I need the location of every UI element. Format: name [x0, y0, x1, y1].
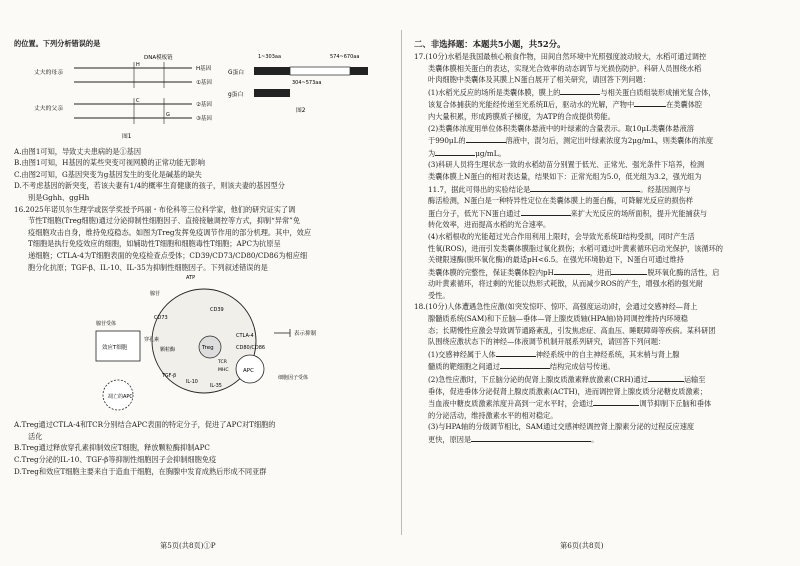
- ctla4-label: CTLA-4: [236, 333, 254, 340]
- q17-line: 受性。: [428, 290, 450, 300]
- gene-h-label: H基因: [196, 65, 212, 72]
- cd39-label: CD39: [210, 307, 224, 314]
- q18-line-blank: [414, 348, 790, 361]
- q16-line: 胞分化抗原；TGF-β、IL-10、IL-35为抑制性细胞因子。下列叙述错误的是: [28, 262, 268, 272]
- answer-blank[interactable]: [466, 134, 506, 143]
- q17-text: μg/mL。: [475, 148, 506, 158]
- q17-text: (1)水稻光反应的场所是类囊体膜，膜上的: [428, 87, 561, 97]
- q15-option-c: C.由图2可知，G基因突变为g基因发生的变化是碱基的缺失: [14, 169, 202, 179]
- q17-line-blank: [414, 86, 790, 99]
- q17-line-blank: [414, 266, 790, 279]
- mark-h: H: [136, 61, 140, 68]
- atp-label: ATP: [186, 275, 196, 282]
- q17-line: 叶肉细胞中类囊体及其膜上N蛋白展开了相关研究，请回答下列问题：: [428, 75, 650, 85]
- figure-1-svg: [14, 50, 390, 146]
- fig1-caption: 图1: [122, 133, 132, 140]
- q17-text: ，进而: [589, 267, 612, 277]
- answer-blank[interactable]: [496, 348, 536, 357]
- answer-blank[interactable]: [611, 266, 647, 275]
- answer-blank[interactable]: [560, 86, 600, 95]
- range-1: 1~303aa: [258, 53, 282, 60]
- g-protein-bar-c: [350, 67, 368, 75]
- mark-g: G: [166, 111, 170, 118]
- q17-text: 为: [428, 148, 436, 158]
- q17-line: 动叶黄素循环，将过剩的光能以热形式耗散，从而减少ROS的产生，增强水稻的强光耐: [428, 279, 703, 289]
- q16-option-a-cont: 活化: [28, 431, 43, 441]
- q17-line-blank: [414, 207, 790, 220]
- q17-text: 在类囊体腔: [666, 100, 703, 110]
- g-protein-label: G蛋白: [228, 69, 245, 76]
- q17-line: (3)科研人员将生理状态一致的水稻幼苗分别置于低光、正常光、强光条件下培养，检测: [428, 160, 705, 170]
- effector-t-label: 效应T细胞: [102, 345, 128, 352]
- q17-text: 。经基因测序与: [640, 184, 691, 194]
- q16-line: 递细胞；CTLA-4为T细胞表面的免疫检查点受体；CD39/CD73/CD80/CD86为相应细: [28, 250, 308, 260]
- adenosine-label: 腺苷: [150, 291, 161, 298]
- q18-text: 调节抑制下丘脑和垂体: [639, 399, 712, 409]
- fig2-caption: 图2: [296, 107, 306, 114]
- q18-line-blank: [414, 397, 790, 410]
- q18-line: 腺髓质系统(SAM)和下丘脑—垂体—肾上腺皮质轴(HPA轴)协同调控维持内环境稳: [428, 314, 688, 324]
- q18-text: 神经系统中的自主神经系统，其末梢与肾上腺: [535, 349, 680, 359]
- q17-line: (2)类囊体浓度用单位体积类囊体悬液中的叶绿素的含量表示。取10μL类囊体悬液溶: [428, 123, 694, 133]
- page-footer-right: 第6页(共8页): [560, 541, 604, 550]
- q16-option-b: B.Treg通过释放穿孔素抑制效应T细胞，释放颗粒酶抑制APC: [14, 443, 210, 453]
- q18-text: 当血液中糖皮质激素浓度升高到一定水平时，会通过: [428, 399, 594, 409]
- q18-text: (2)急性应激时，下丘脑分泌的促肾上腺皮质激素释放激素(CRH)通过: [428, 375, 648, 385]
- gene-2-label: ②基因: [196, 101, 212, 108]
- q17-line: 性氧(ROS)，进而引发类囊体膜脂过氧化损伤；水稻可通过叶黄素循环启动光保护，该循环的: [428, 243, 723, 253]
- gene-1-label: ①基因: [196, 79, 212, 86]
- figure-treg: [14, 273, 390, 419]
- q18-text: 更快，原因是: [428, 435, 472, 444]
- q16-line: 16.2025年诺贝尔生理学或医学奖授予玛丽・布伦科等三位科学家，他们的研究证实了调: [14, 204, 296, 214]
- q17-text: 蛋白分子，低光下N蛋白通过: [428, 208, 521, 218]
- q17-line: 内大量积累，形成跨膜质子梯度，为ATP的合成提供势能。: [428, 111, 615, 121]
- q18-line: 队围绕应激状态下的神经—体液调节机制开展系列研究，请回答下列问题：: [428, 337, 666, 347]
- q18-text: 运输至: [683, 375, 706, 385]
- gene-3-label: ③基因: [196, 115, 212, 122]
- answer-blank[interactable]: [530, 183, 640, 192]
- treg-diagram-svg: [14, 273, 390, 419]
- q16-line: 节性T细胞(Treg细胞)通过分泌抑制性细胞因子、直接接触调控等方式，抑制“异常”免: [28, 216, 301, 226]
- g-protein-bar-a: [254, 67, 290, 75]
- answer-blank[interactable]: [634, 98, 666, 107]
- g-protein2-label: g蛋白: [228, 91, 244, 98]
- il35-label: IL-35: [210, 384, 222, 390]
- right-column: [414, 38, 790, 446]
- left-column: [14, 38, 390, 477]
- q18-line: 态；长期慢性应激会导致调节通路紊乱，引发焦虑症、高血压、睡眠障碍等疾病。某科研团: [428, 325, 716, 335]
- apc-label: APC: [243, 368, 254, 375]
- q18-line: 垂体，促进垂体分泌促肾上腺皮质激素(ACTH)，进而调控肾上腺皮质分泌糖皮质激素；: [428, 386, 707, 396]
- page-footer-left: 第5页(共8页)①P: [160, 541, 216, 550]
- q18-line: 18.(10分)人体遭遇急性应激(如突发惊吓、惊吓、高强度运动)时，会通过交感神经—肾上: [414, 302, 698, 312]
- q17-line-blank: [414, 134, 790, 147]
- q15-option-d: D.不考虑基因的新突变，若该夫妻有1/4的概率生育健康的孩子，则该夫妻的基因型分: [14, 181, 285, 191]
- q17-line-blank: [414, 183, 790, 196]
- figure-1-2: [14, 50, 390, 146]
- answer-blank[interactable]: [521, 207, 571, 216]
- q18-text: (1)交感神经属于人体: [428, 349, 496, 359]
- q17-text: 类囊体膜的完整性，保证类囊体腔内pH: [428, 267, 554, 277]
- q17-line-blank: [414, 147, 790, 160]
- row-mother-label: 丈夫的母亲: [34, 69, 63, 76]
- q15-option-d-cont: 别是Gghh、ggHh: [28, 192, 90, 202]
- q18-line: (3)与HPA轴的分级调节相比，SAM通过交感神经调控肾上腺素分泌的过程反应速度: [428, 422, 695, 432]
- q17-line: 17.(10分)水稻是我国最核心粮食作物，田间自然环境中光照强度波动较大，水稻可通过调控: [414, 52, 707, 61]
- q17-line-blank: [414, 98, 790, 111]
- inhibit-legend-label: 表示抑制: [294, 331, 317, 338]
- q17-line: (4)水稻根收的光能超过光合作用利用上限时，会导致光系统Ⅱ结构受损，同时产生活: [428, 231, 695, 241]
- q17-text: 来扩大光反应的场所面积，提升光能捕获与: [570, 208, 708, 218]
- answer-blank[interactable]: [500, 360, 550, 369]
- g-protein-bar-b: [290, 67, 350, 75]
- perforin-label: 穿孔素: [144, 337, 160, 344]
- q15-stem-tail: 的位置。下列分析错误的是: [14, 39, 101, 48]
- il10-label: IL-10: [186, 380, 198, 386]
- q18-text: 结构完成信号传递。: [549, 362, 615, 372]
- apoptotic-apc-label: 凋亡的APC: [108, 394, 133, 401]
- q15-option-b: B.由图1可知，H基因的某些突变可视网膜的正常功能无影响: [14, 158, 205, 168]
- q16-line: 疫细胞攻击自身，维持免疫稳态。如图为Treg发挥免疫调节作用的部分机理。其中，效应: [28, 227, 312, 237]
- q17-text: 该复合体捕获的光能经传递至光系统Ⅱ后，驱动水的光解，产物中: [428, 100, 635, 110]
- tgf-label: TGF-β: [162, 374, 177, 380]
- q17-line: 类囊体膜上N蛋白的相对表达量，结果如下：正常光组为5.0，低光组为3.2，强光组为: [428, 171, 702, 181]
- q18-text: 髓质的靶细胞之间通过: [428, 362, 500, 372]
- q18-line-blank: [414, 373, 790, 386]
- cd73-label: CD73: [154, 315, 168, 322]
- q17-text: 脱环氧化酶的活性，启: [647, 267, 720, 277]
- q17-text: 于990μL的: [428, 136, 466, 146]
- adenosine-receptor-label: 腺苷受体: [96, 321, 117, 328]
- answer-blank[interactable]: [471, 433, 591, 442]
- mhc-label: MHC: [218, 368, 229, 374]
- q18-line-blank: [414, 433, 790, 446]
- q18-text: 。: [591, 435, 599, 444]
- q17-line: 转化效率，进而提高水稻的光合速率。: [428, 220, 551, 230]
- g-protein2-bar: [254, 89, 290, 97]
- answer-blank[interactable]: [593, 397, 639, 406]
- q17-text: 与相关蛋白质组装形成捕光复合体，: [600, 87, 716, 97]
- q18-line-blank: [414, 360, 790, 373]
- q17-line: 类囊体膜相关蛋白的表达，实现光合效率的动态调节与光损伤防护。科研人员围绕水稻: [428, 63, 702, 73]
- q16-option-d: D.Treg和效应T细胞主要来自于造血干细胞，在胸腺中发育成熟后形成不同亚群: [14, 466, 267, 476]
- q17-text: 溶液中，混匀后，测定出叶绿素浓度为2μg/mL，则类囊体的浓度: [505, 136, 714, 146]
- range-3: 304~573aa: [292, 79, 322, 86]
- q17-text: 11.7，据此可得出的实验结论是: [428, 184, 531, 194]
- q18-line: 的分泌活动，维持激素水平的相对稳定。: [428, 410, 558, 420]
- tcr-label: TCR: [218, 360, 227, 366]
- dna-probe-label: DNA模板链: [144, 54, 173, 61]
- answer-blank[interactable]: [435, 147, 475, 156]
- q17-line: 关键限速酶(脱环氧化酶)的最适pH<6.5。在强光环境胁迫下，N蛋白可通过维持: [428, 255, 684, 265]
- cytokine-receptor-label: 细胞因子受体: [278, 375, 309, 382]
- row-father-label: 丈夫的父亲: [34, 105, 63, 112]
- answer-blank[interactable]: [648, 373, 684, 382]
- q16-option-a: A.Treg通过CTLA-4和TCR分别结合APC表面的特定分子，促进了APC对T细胞的: [14, 420, 276, 430]
- range-2: 574~670aa: [330, 53, 360, 60]
- granzyme-label: 颗粒酶: [160, 347, 176, 354]
- cd80-label: CD80/CD86: [236, 345, 266, 352]
- column-divider: [401, 30, 402, 535]
- q16-option-c: C.Treg分泌的IL-10、TGF-β等抑制性细胞因子会抑制细胞免疫: [14, 454, 217, 464]
- mark-c: C: [136, 97, 140, 104]
- answer-blank[interactable]: [554, 266, 590, 275]
- q15-option-a: A.由图1可知，导致丈夫患病的是①基因: [14, 146, 142, 156]
- treg-label: Treg: [202, 345, 214, 352]
- q16-line: T细胞是执行免疫效应的细胞，如辅助性T细胞和细胞毒性T细胞；APC为抗原呈: [28, 239, 281, 249]
- q17-line: 酶活检测，N蛋白是一种特异性定位在类囊体膜上的蛋白酶，可降解光反应的损伤样: [428, 196, 694, 206]
- section-title: 二、非选择题：本题共5小题，共52分。: [414, 39, 566, 49]
